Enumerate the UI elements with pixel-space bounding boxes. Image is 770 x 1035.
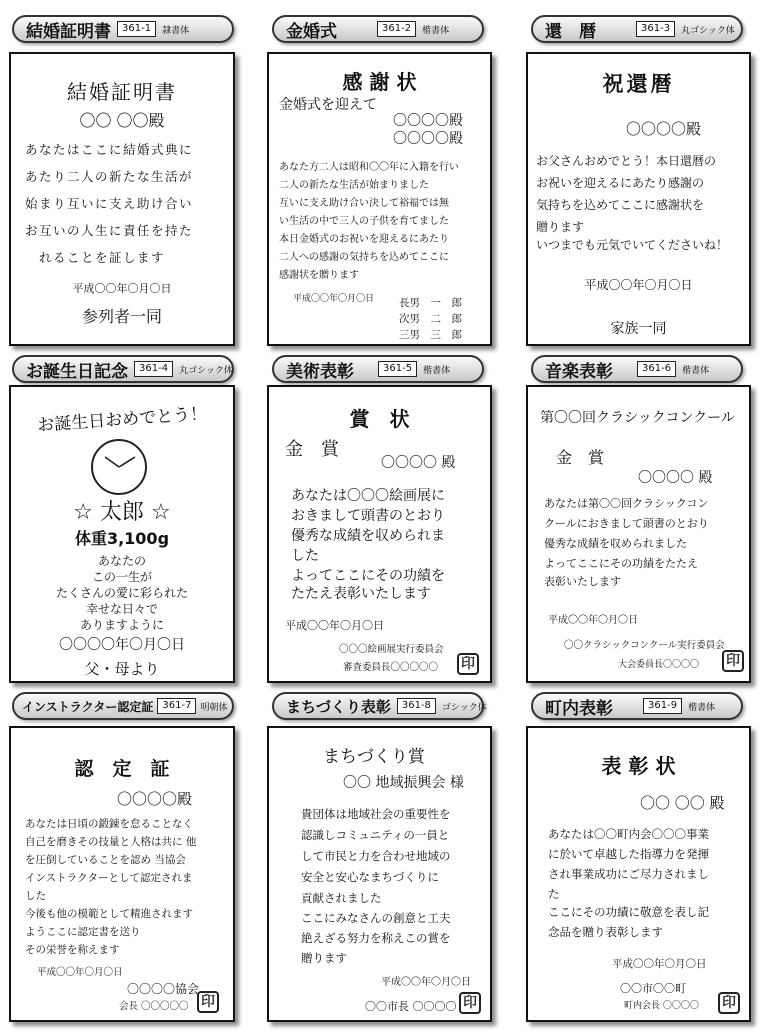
signer: 〇〇市長 〇〇〇〇 xyxy=(365,1000,457,1013)
body-line: 贈ります xyxy=(301,951,347,965)
product-code: 361-1 xyxy=(117,21,156,37)
tab-card-8[interactable] xyxy=(272,692,487,720)
date: 平成〇〇年〇月〇日 xyxy=(381,977,471,988)
font-name: 丸ゴシック体 xyxy=(179,365,233,376)
body-line: して市民と力を合わせ地域の xyxy=(301,849,451,863)
body-line: を圧倒していることを認め 当協会 xyxy=(25,854,186,866)
addressee: 〇〇〇〇殿 xyxy=(117,790,193,808)
subtitle: 金婚式を迎えて xyxy=(279,97,377,113)
card-town-development-award xyxy=(267,726,492,1022)
body-line: 安全と安心なまちづくりに xyxy=(301,870,439,884)
tab-title: 結婚証明書 xyxy=(26,21,111,42)
date: 平成〇〇年〇月〇日 xyxy=(285,619,384,632)
body-line: した xyxy=(25,890,46,902)
addressee: 〇〇〇〇殿 xyxy=(393,131,463,147)
body-line: ここにその功績に敬意を表し記 xyxy=(548,905,709,919)
baby-name: ☆ 太郎 ☆ xyxy=(73,500,171,525)
org: 〇〇クラシックコンクール実行委員会 xyxy=(564,640,725,651)
product-code: 361-8 xyxy=(397,698,436,714)
body-line: 二人への感謝の気持ちを込めてここに xyxy=(279,252,449,263)
font-name: 隷書体 xyxy=(162,25,190,36)
body-line: 念品を贈り表彰します xyxy=(548,925,663,939)
product-code: 361-7 xyxy=(157,698,196,714)
body-line: ここにみなさんの創意と工夫 xyxy=(301,911,451,925)
body-line: 感謝状を贈ります xyxy=(279,270,359,281)
addressee: 〇〇 〇〇 殿 xyxy=(640,794,725,812)
body-line: い生活の中で三人の子供を育てました xyxy=(279,216,449,227)
body-line: あなたは日頃の鍛錬を怠ることなく xyxy=(25,818,193,830)
tab-card-4[interactable] xyxy=(12,355,234,383)
date: 平成〇〇年〇月〇日 xyxy=(612,958,707,970)
date: 〇〇〇〇年〇月〇日 xyxy=(59,637,185,653)
font-name: 楷書体 xyxy=(423,365,451,376)
seal-stamp: 印 xyxy=(457,653,479,675)
tab-card-5[interactable] xyxy=(272,355,484,383)
body-line: たたえ表彰いたします xyxy=(291,586,431,602)
seal-stamp: 印 xyxy=(459,992,481,1014)
seal-stamp: 印 xyxy=(722,650,744,672)
body-line: 互いに支え助け合い決して裕福では無 xyxy=(279,198,449,209)
body-line: 絶えざる努力を称えこの賞を xyxy=(301,931,451,945)
signer: 父・母より xyxy=(84,660,160,678)
date: 平成〇〇年〇月〇日 xyxy=(548,615,638,626)
signer: 町内会長 〇〇〇〇 xyxy=(624,1001,699,1011)
tab-title: 音楽表彰 xyxy=(545,361,613,382)
body-line: 今後も他の模範として精進されます xyxy=(25,908,193,920)
card-kanreki xyxy=(526,52,751,346)
body-line: 貴団体は地域社会の重要性を xyxy=(301,807,451,821)
card-title: 祝還暦 xyxy=(602,72,675,96)
org: 〇〇市〇〇町 xyxy=(620,982,686,995)
body-line: お祝いを迎えるにあたり感謝の xyxy=(536,176,705,190)
body-line: この一生が xyxy=(91,570,152,584)
body-line: お父さんおめでとう！本日還暦の xyxy=(536,154,717,168)
product-code: 361-4 xyxy=(134,361,173,377)
org: 〇〇〇絵画展実行委員会 xyxy=(339,644,444,655)
tab-title: 金婚式 xyxy=(286,21,337,42)
font-name: 楷書体 xyxy=(422,25,450,36)
body-line: ようここに認定書を送り xyxy=(25,926,141,938)
body-line: あなたはここに結婚式典に xyxy=(25,142,194,157)
card-marriage-certificate xyxy=(9,52,235,346)
tab-title: 美術表彰 xyxy=(286,361,354,382)
signer: 長男 一 郎 xyxy=(399,297,462,309)
signer: 次男 二 郎 xyxy=(399,313,462,325)
body-line: した xyxy=(291,548,319,564)
card-title: 第〇〇回クラシックコンクール xyxy=(540,410,735,426)
card-title: 結婚証明書 xyxy=(67,80,177,104)
signer: 審査委員長〇〇〇〇〇 xyxy=(343,662,439,673)
award: 金 賞 xyxy=(285,439,339,460)
date: 平成〇〇年〇月〇日 xyxy=(293,294,375,304)
seal-stamp: 印 xyxy=(197,991,219,1013)
addressee: 〇〇〇〇殿 xyxy=(626,120,702,138)
body-line: され事業成功にご尽力されまし xyxy=(548,867,709,881)
clock-icon xyxy=(91,439,147,495)
body-line: 幸せな日々で xyxy=(85,602,158,616)
card-title: まちづくり賞 xyxy=(323,747,425,767)
tab-title: 町内表彰 xyxy=(545,698,613,719)
body-line: た xyxy=(548,887,560,901)
signer: 参列者一同 xyxy=(81,307,162,326)
body-line: 贈ります xyxy=(536,220,585,234)
tab-card-7[interactable] xyxy=(12,692,234,720)
product-code: 361-6 xyxy=(637,361,676,377)
body-line: あなた方二人は昭和〇〇年に入籍を行い xyxy=(279,162,459,173)
card-title: 感 謝 状 xyxy=(342,70,417,94)
card-birthday xyxy=(9,385,235,683)
font-name: 楷書体 xyxy=(682,365,710,376)
product-code: 361-9 xyxy=(643,698,682,714)
date: 平成〇〇年〇月〇日 xyxy=(584,278,693,292)
card-art-award xyxy=(267,385,492,683)
font-name: 丸ゴシック体 xyxy=(681,25,735,36)
font-name: 明朝体 xyxy=(200,702,228,713)
date: 平成〇〇年〇月〇日 xyxy=(37,967,123,978)
award: 金 賞 xyxy=(556,448,605,467)
body-line: その栄誉を称えます xyxy=(25,944,120,956)
signer: 三男 三 郎 xyxy=(399,329,462,341)
card-golden-wedding xyxy=(267,52,492,346)
tab-card-6[interactable] xyxy=(531,355,743,383)
body-line: 認識しコミュニティの一員と xyxy=(301,828,450,842)
body-line: よってここにその功績を xyxy=(291,568,445,584)
body-line: 本日金婚式のお祝いを迎えるにあたり xyxy=(279,234,449,245)
body-line: あなたは〇〇町内会〇〇〇事業 xyxy=(548,827,709,841)
tab-title: インストラクター認定証 xyxy=(22,699,154,714)
addressee: 〇〇〇〇殿 xyxy=(393,113,463,129)
body-line: いつまでも元気でいてくださいね！ xyxy=(536,238,729,252)
tab-card-9[interactable] xyxy=(531,692,743,720)
birth-weight: 体重3,100g xyxy=(74,529,170,548)
body-line: クールにおきまして頭書のとおり xyxy=(544,517,709,530)
card-instructor-certificate xyxy=(9,726,235,1022)
card-title: 賞 状 xyxy=(349,407,410,431)
card-title: お誕生日おめでとう！ xyxy=(36,404,208,436)
font-name: ゴシック体 xyxy=(441,702,487,713)
body-line: 優秀な成績を収められました xyxy=(544,537,687,550)
body-line: 始まり互いに支え助け合い xyxy=(25,196,194,211)
body-line: 自己を磨きその技量と人格は共に 他 xyxy=(25,836,197,848)
body-line: おきまして頭書のとおり xyxy=(291,508,445,524)
body-line: あなたの xyxy=(97,554,146,568)
addressee: 〇〇 地域振興会 様 xyxy=(343,775,464,791)
product-code: 361-2 xyxy=(377,21,416,37)
tab-card-3[interactable] xyxy=(531,15,743,43)
body-line: に於いて卓越した指導力を発揮 xyxy=(548,847,709,861)
body-line: 表彰いたします xyxy=(544,575,621,588)
date: 平成〇〇年〇月〇日 xyxy=(72,282,172,295)
seal-stamp: 印 xyxy=(718,992,740,1014)
addressee: 〇〇〇〇 殿 xyxy=(638,470,713,486)
body-line: あなたは第〇〇回クラシックコン xyxy=(544,497,709,510)
card-music-award xyxy=(526,385,751,683)
body-line: インストラクターとして認定されま xyxy=(25,872,193,884)
body-line: 貢献されました xyxy=(301,891,382,905)
body-line: ありますように xyxy=(79,618,164,632)
org: 〇〇〇〇協会 xyxy=(127,982,200,996)
tab-title: お誕生日記念 xyxy=(26,361,128,382)
tab-title: 還 暦 xyxy=(545,21,596,42)
body-line: 二人の新たな生活が始まりました xyxy=(279,180,429,191)
body-line: れることを証します xyxy=(39,250,166,265)
body-line: お互いの人生に責任を持た xyxy=(25,223,194,238)
signer: 会長 〇〇〇〇〇 xyxy=(119,1001,189,1012)
body-line: よってここにその功績をたたえ xyxy=(544,557,698,570)
product-code: 361-3 xyxy=(636,21,675,37)
card-title: 表 彰 状 xyxy=(601,754,676,778)
body-line: 気持ちを込めてここに感謝状を xyxy=(536,198,705,212)
signer: 大会委員長〇〇〇〇 xyxy=(618,660,700,670)
card-title: 認 定 証 xyxy=(74,758,170,780)
tab-title: まちづくり表彰 xyxy=(286,697,391,716)
addressee: 〇〇 〇〇殿 xyxy=(79,111,165,130)
body-line: たくさんの愛に彩られた xyxy=(55,586,188,600)
body-line: 優秀な成績を収められま xyxy=(291,528,445,544)
product-code: 361-5 xyxy=(378,361,417,377)
body-line: あたり二人の新たな生活が xyxy=(25,169,194,184)
tab-card-1[interactable] xyxy=(12,15,234,43)
font-name: 楷書体 xyxy=(688,702,716,713)
signer: 家族一同 xyxy=(610,321,667,337)
tab-card-2[interactable] xyxy=(272,15,484,43)
addressee: 〇〇〇〇 殿 xyxy=(381,455,456,471)
body-line: あなたは〇〇〇絵画展に xyxy=(291,488,445,504)
card-neighborhood-award xyxy=(526,726,751,1022)
